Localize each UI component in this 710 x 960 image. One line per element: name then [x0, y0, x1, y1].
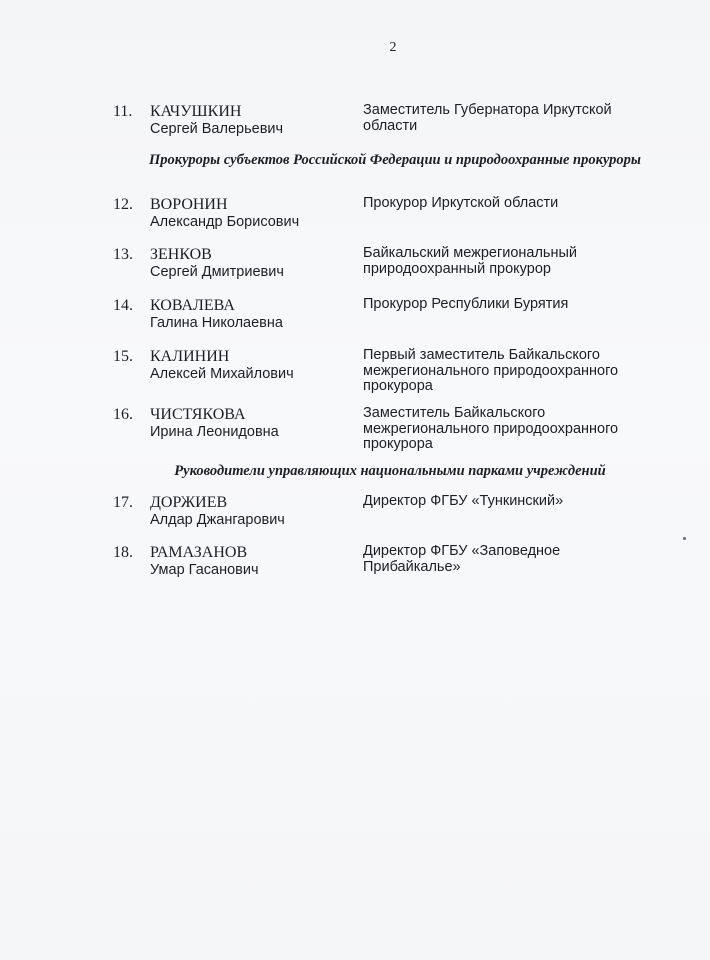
entry-number: 16. [113, 406, 133, 423]
section-heading-national-parks: Руководители управляющих национальными парками учреждений [174, 463, 606, 479]
entry-given-names: Алдар Джангарович [150, 512, 285, 528]
entry-surname: КАЧУШКИН [150, 103, 242, 120]
entry-number: 12. [113, 196, 133, 213]
entry-surname: КАЛИНИН [150, 348, 230, 365]
entry-surname: ЗЕНКОВ [150, 246, 212, 263]
entry-number: 17. [113, 494, 133, 511]
entry-given-names: Сергей Дмитриевич [150, 264, 284, 280]
entry-position: Заместитель Губернатора Иркутской области [363, 102, 612, 134]
entry-position: Директор ФГБУ «Тункинский» [363, 493, 564, 509]
entry-surname: РАМАЗАНОВ [150, 544, 248, 561]
entry-number: 11. [113, 103, 133, 120]
entry-given-names: Александр Борисович [150, 214, 300, 230]
entry-surname: ЧИСТЯКОВА [150, 406, 246, 423]
entry-number: 14. [113, 297, 133, 314]
paper-speck [683, 537, 686, 540]
entry-number: 15. [113, 348, 133, 365]
entry-position: Прокурор Иркутской области [363, 195, 559, 211]
entry-given-names: Галина Николаевна [150, 315, 283, 331]
entry-surname: ВОРОНИН [150, 196, 228, 213]
entry-position: Первый заместитель Байкальского межрегионального природоохранного прокурора [363, 347, 619, 394]
entry-position: Прокурор Республики Бурятия [363, 296, 569, 312]
entry-given-names: Умар Гасанович [150, 562, 259, 578]
entry-position: Директор ФГБУ «Заповедное Прибайкалье» [363, 543, 561, 575]
entry-surname: ДОРЖИЕВ [150, 494, 228, 511]
entry-given-names: Ирина Леонидовна [150, 424, 279, 440]
entry-given-names: Алексей Михайлович [150, 366, 294, 382]
entry-surname: КОВАЛЕВА [150, 297, 235, 314]
entry-number: 13. [113, 246, 133, 263]
entry-position: Заместитель Байкальского межрегионального природоохранного прокурора [363, 405, 619, 452]
section-heading-prosecutors: Прокуроры субъектов Российской Федерации и природоохранные прокуроры [149, 152, 641, 168]
entry-given-names: Сергей Валерьевич [150, 121, 284, 137]
entry-position: Байкальский межрегиональный природоохранный прокурор [363, 245, 578, 277]
entry-number: 18. [113, 544, 133, 561]
page-number: 2 [389, 40, 397, 55]
